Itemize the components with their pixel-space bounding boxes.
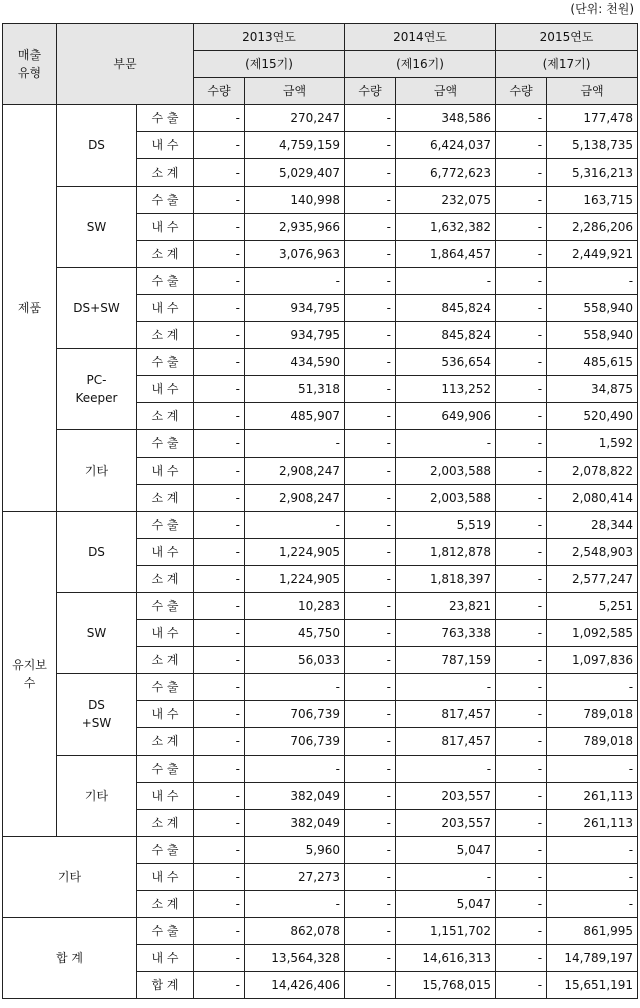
sales-kind-label: 내 수	[137, 213, 194, 240]
sales-kind-label: 소 계	[137, 891, 194, 918]
sales-kind-label: 내 수	[137, 132, 194, 159]
division-header: 부문	[57, 24, 194, 105]
header-row-years	[3, 24, 638, 51]
amount-cell: 5,138,735	[547, 132, 638, 159]
amount-cell: 2,286,206	[547, 213, 638, 240]
amount-cell: 2,548,903	[547, 538, 638, 565]
amount-cell: 787,159	[396, 647, 496, 674]
qty-cell: -	[345, 620, 396, 647]
sales-kind-label: 소 계	[137, 322, 194, 349]
amount-cell: 34,875	[547, 376, 638, 403]
amount-cell: 558,940	[547, 322, 638, 349]
qty-cell: -	[496, 782, 547, 809]
qty-cell: -	[194, 240, 245, 267]
amount-cell: 382,049	[245, 782, 345, 809]
amount-cell: 5,316,213	[547, 159, 638, 186]
amount-cell: 934,795	[245, 294, 345, 321]
amount-cell: 203,557	[396, 782, 496, 809]
qty-cell: -	[496, 213, 547, 240]
qty-cell: -	[496, 105, 547, 132]
qty-cell: -	[345, 809, 396, 836]
amount-cell: 6,424,037	[396, 132, 496, 159]
qty-cell: -	[194, 945, 245, 972]
category-label: 합 계	[3, 918, 137, 999]
qty-cell: -	[496, 565, 547, 592]
amount-cell: 1,224,905	[245, 565, 345, 592]
qty-cell: -	[496, 755, 547, 782]
amount-cell: 845,824	[396, 294, 496, 321]
table-row	[3, 105, 638, 132]
amount-cell: 1,592	[547, 430, 638, 457]
sales-kind-label: 소 계	[137, 403, 194, 430]
year-header: 2014연도	[345, 24, 496, 51]
amount-cell: -	[547, 755, 638, 782]
amount-cell: 27,273	[245, 863, 345, 890]
amount-cell: 2,003,588	[396, 457, 496, 484]
qty-cell: -	[345, 565, 396, 592]
qty-cell: -	[194, 105, 245, 132]
amount-cell: 1,632,382	[396, 213, 496, 240]
qty-cell: -	[194, 674, 245, 701]
amount-cell: -	[547, 267, 638, 294]
amount-cell: 113,252	[396, 376, 496, 403]
amount-cell: 14,616,313	[396, 945, 496, 972]
amount-cell: 485,907	[245, 403, 345, 430]
qty-cell: -	[496, 267, 547, 294]
sales-kind-label: 수 출	[137, 105, 194, 132]
amount-cell: 1,818,397	[396, 565, 496, 592]
amount-cell: 520,490	[547, 403, 638, 430]
qty-cell: -	[194, 565, 245, 592]
amount-cell: 28,344	[547, 511, 638, 538]
qty-cell: -	[496, 403, 547, 430]
qty-cell: -	[194, 213, 245, 240]
amount-cell: -	[245, 267, 345, 294]
amount-cell: -	[396, 674, 496, 701]
sales-kind-label: 내 수	[137, 457, 194, 484]
qty-cell: -	[345, 132, 396, 159]
qty-cell: -	[496, 863, 547, 890]
qty-cell: -	[496, 538, 547, 565]
category-label: 유지보 수	[3, 511, 57, 836]
amount-cell: 1,864,457	[396, 240, 496, 267]
amount-cell: 5,047	[396, 891, 496, 918]
amount-cell: 51,318	[245, 376, 345, 403]
qty-cell: -	[496, 592, 547, 619]
amount-cell: -	[245, 430, 345, 457]
division-label: DS	[57, 105, 137, 186]
sales-kind-label: 내 수	[137, 782, 194, 809]
qty-cell: -	[345, 213, 396, 240]
sales-kind-label: 내 수	[137, 945, 194, 972]
amount-cell: 558,940	[547, 294, 638, 321]
division-label: PC- Keeper	[57, 349, 137, 430]
qty-cell: -	[345, 592, 396, 619]
amount-cell: -	[245, 674, 345, 701]
qty-cell: -	[345, 403, 396, 430]
amount-cell: 14,789,197	[547, 945, 638, 972]
qty-cell: -	[496, 701, 547, 728]
amount-cell: 862,078	[245, 918, 345, 945]
qty-cell: -	[194, 836, 245, 863]
qty-cell: -	[194, 647, 245, 674]
qty-cell: -	[496, 891, 547, 918]
amount-cell: 14,426,406	[245, 972, 345, 999]
amount-cell: 2,003,588	[396, 484, 496, 511]
amount-cell: 5,029,407	[245, 159, 345, 186]
amount-cell: 934,795	[245, 322, 345, 349]
amount-cell: 789,018	[547, 701, 638, 728]
qty-cell: -	[194, 267, 245, 294]
qty-cell: -	[496, 322, 547, 349]
amount-cell: 2,935,966	[245, 213, 345, 240]
qty-cell: -	[345, 782, 396, 809]
qty-cell: -	[345, 918, 396, 945]
table-row	[3, 349, 638, 376]
sales-kind-label: 수 출	[137, 755, 194, 782]
qty-cell: -	[496, 674, 547, 701]
qty-cell: -	[194, 403, 245, 430]
table-row	[3, 511, 638, 538]
qty-cell: -	[496, 945, 547, 972]
sales-type-header: 매출 유형	[3, 24, 57, 105]
sales-kind-label: 수 출	[137, 918, 194, 945]
qty-cell: -	[194, 457, 245, 484]
amount-cell: 706,739	[245, 728, 345, 755]
amount-cell: 5,251	[547, 592, 638, 619]
qty-cell: -	[496, 430, 547, 457]
amount-header: 금액	[245, 78, 345, 105]
amount-cell: 1,151,702	[396, 918, 496, 945]
sales-kind-label: 수 출	[137, 267, 194, 294]
table-row	[3, 918, 638, 945]
amount-cell: 4,759,159	[245, 132, 345, 159]
qty-cell: -	[194, 592, 245, 619]
sales-kind-label: 합 계	[137, 972, 194, 999]
table-row	[3, 836, 638, 863]
sales-kind-label: 수 출	[137, 349, 194, 376]
qty-cell: -	[345, 484, 396, 511]
qty-cell: -	[345, 836, 396, 863]
amount-cell: 1,224,905	[245, 538, 345, 565]
qty-cell: -	[496, 728, 547, 755]
sales-kind-label: 수 출	[137, 592, 194, 619]
qty-cell: -	[194, 132, 245, 159]
qty-cell: -	[194, 863, 245, 890]
division-label: 기타	[57, 755, 137, 836]
period-header: (제15기)	[194, 51, 345, 78]
amount-cell: 5,047	[396, 836, 496, 863]
amount-cell: -	[396, 430, 496, 457]
amount-cell: -	[245, 891, 345, 918]
qty-cell: -	[194, 701, 245, 728]
qty-cell: -	[345, 159, 396, 186]
sales-kind-label: 내 수	[137, 376, 194, 403]
qty-cell: -	[194, 159, 245, 186]
amount-cell: -	[245, 755, 345, 782]
qty-cell: -	[194, 728, 245, 755]
amount-cell: 2,449,921	[547, 240, 638, 267]
sales-kind-label: 소 계	[137, 809, 194, 836]
sales-kind-label: 내 수	[137, 863, 194, 890]
amount-cell: 177,478	[547, 105, 638, 132]
qty-cell: -	[345, 863, 396, 890]
amount-cell: 2,080,414	[547, 484, 638, 511]
amount-cell: 817,457	[396, 701, 496, 728]
amount-cell: 706,739	[245, 701, 345, 728]
amount-cell: 15,651,191	[547, 972, 638, 999]
amount-cell: -	[547, 891, 638, 918]
qty-cell: -	[345, 647, 396, 674]
table-row	[3, 267, 638, 294]
amount-cell: 23,821	[396, 592, 496, 619]
amount-cell: 348,586	[396, 105, 496, 132]
qty-cell: -	[345, 186, 396, 213]
qty-cell: -	[194, 538, 245, 565]
qty-cell: -	[194, 294, 245, 321]
qty-cell: -	[194, 186, 245, 213]
qty-cell: -	[194, 620, 245, 647]
qty-cell: -	[194, 349, 245, 376]
qty-cell: -	[194, 430, 245, 457]
amount-cell: 382,049	[245, 809, 345, 836]
sales-table	[2, 23, 638, 999]
amount-cell: -	[547, 863, 638, 890]
amount-cell: 15,768,015	[396, 972, 496, 999]
table-row	[3, 674, 638, 701]
qty-cell: -	[194, 918, 245, 945]
qty-cell: -	[496, 647, 547, 674]
qty-cell: -	[496, 376, 547, 403]
amount-cell: -	[547, 674, 638, 701]
qty-cell: -	[345, 322, 396, 349]
period-header: (제17기)	[496, 51, 638, 78]
qty-cell: -	[496, 240, 547, 267]
sales-kind-label: 소 계	[137, 728, 194, 755]
qty-cell: -	[194, 809, 245, 836]
year-header: 2015연도	[496, 24, 638, 51]
amount-cell: 649,906	[396, 403, 496, 430]
amount-cell: 536,654	[396, 349, 496, 376]
qty-cell: -	[496, 159, 547, 186]
amount-cell: 13,564,328	[245, 945, 345, 972]
year-header: 2013연도	[194, 24, 345, 51]
sales-kind-label: 내 수	[137, 701, 194, 728]
qty-cell: -	[496, 511, 547, 538]
qty-cell: -	[345, 240, 396, 267]
amount-cell: -	[245, 511, 345, 538]
table-row	[3, 430, 638, 457]
amount-cell: 763,338	[396, 620, 496, 647]
qty-cell: -	[496, 836, 547, 863]
amount-cell: 3,076,963	[245, 240, 345, 267]
amount-cell: -	[396, 267, 496, 294]
qty-cell: -	[194, 782, 245, 809]
qty-cell: -	[496, 132, 547, 159]
amount-cell: -	[396, 755, 496, 782]
qty-cell: -	[194, 484, 245, 511]
sales-kind-label: 수 출	[137, 186, 194, 213]
amount-cell: 5,519	[396, 511, 496, 538]
qty-cell: -	[496, 620, 547, 647]
qty-cell: -	[345, 267, 396, 294]
amount-cell: 861,995	[547, 918, 638, 945]
amount-cell: 5,960	[245, 836, 345, 863]
table-row	[3, 755, 638, 782]
qty-cell: -	[345, 728, 396, 755]
qty-cell: -	[496, 457, 547, 484]
qty-cell: -	[496, 918, 547, 945]
amount-cell: 1,092,585	[547, 620, 638, 647]
amount-cell: 232,075	[396, 186, 496, 213]
amount-cell: 45,750	[245, 620, 345, 647]
qty-cell: -	[345, 891, 396, 918]
division-label: DS+SW	[57, 267, 137, 348]
amount-cell: 270,247	[245, 105, 345, 132]
sales-kind-label: 내 수	[137, 294, 194, 321]
amount-cell: 789,018	[547, 728, 638, 755]
sales-kind-label: 소 계	[137, 565, 194, 592]
qty-cell: -	[496, 484, 547, 511]
qty-cell: -	[345, 538, 396, 565]
sales-kind-label: 수 출	[137, 430, 194, 457]
amount-cell: 1,812,878	[396, 538, 496, 565]
amount-header: 금액	[547, 78, 638, 105]
qty-cell: -	[496, 349, 547, 376]
qty-cell: -	[345, 972, 396, 999]
amount-cell: 845,824	[396, 322, 496, 349]
category-label: 제품	[3, 105, 57, 511]
qty-cell: -	[496, 186, 547, 213]
period-header: (제16기)	[345, 51, 496, 78]
qty-cell: -	[194, 755, 245, 782]
qty-header: 수량	[194, 78, 245, 105]
sales-kind-label: 내 수	[137, 620, 194, 647]
qty-cell: -	[194, 322, 245, 349]
sales-kind-label: 소 계	[137, 484, 194, 511]
amount-cell: 163,715	[547, 186, 638, 213]
amount-cell: 2,908,247	[245, 457, 345, 484]
division-label: 기타	[57, 430, 137, 511]
qty-cell: -	[345, 701, 396, 728]
division-label: DS +SW	[57, 674, 137, 755]
qty-cell: -	[194, 511, 245, 538]
division-label: DS	[57, 511, 137, 592]
qty-cell: -	[194, 376, 245, 403]
amount-cell: 261,113	[547, 782, 638, 809]
amount-cell: 2,078,822	[547, 457, 638, 484]
sales-kind-label: 소 계	[137, 647, 194, 674]
qty-cell: -	[345, 755, 396, 782]
amount-cell: 6,772,623	[396, 159, 496, 186]
qty-cell: -	[345, 430, 396, 457]
amount-cell: 140,998	[245, 186, 345, 213]
amount-cell: -	[547, 836, 638, 863]
qty-cell: -	[345, 945, 396, 972]
sales-kind-label: 소 계	[137, 240, 194, 267]
qty-cell: -	[345, 376, 396, 403]
qty-cell: -	[194, 891, 245, 918]
qty-cell: -	[496, 809, 547, 836]
amount-cell: 1,097,836	[547, 647, 638, 674]
amount-cell: 261,113	[547, 809, 638, 836]
qty-cell: -	[345, 674, 396, 701]
qty-cell: -	[194, 972, 245, 999]
unit-label: (단위: 천원)	[570, 2, 634, 16]
amount-header: 금액	[396, 78, 496, 105]
qty-header: 수량	[345, 78, 396, 105]
amount-cell: 434,590	[245, 349, 345, 376]
amount-cell: 485,615	[547, 349, 638, 376]
qty-cell: -	[345, 294, 396, 321]
qty-header: 수량	[496, 78, 547, 105]
sales-kind-label: 수 출	[137, 674, 194, 701]
sales-kind-label: 내 수	[137, 538, 194, 565]
sales-kind-label: 수 출	[137, 511, 194, 538]
division-label: SW	[57, 186, 137, 267]
amount-cell: -	[396, 863, 496, 890]
amount-cell: 817,457	[396, 728, 496, 755]
amount-cell: 2,577,247	[547, 565, 638, 592]
amount-cell: 203,557	[396, 809, 496, 836]
qty-cell: -	[496, 294, 547, 321]
table-row	[3, 186, 638, 213]
division-label: SW	[57, 592, 137, 673]
qty-cell: -	[345, 105, 396, 132]
qty-cell: -	[496, 972, 547, 999]
qty-cell: -	[345, 349, 396, 376]
qty-cell: -	[345, 511, 396, 538]
amount-cell: 2,908,247	[245, 484, 345, 511]
qty-cell: -	[345, 457, 396, 484]
sales-kind-label: 수 출	[137, 836, 194, 863]
amount-cell: 10,283	[245, 592, 345, 619]
sales-kind-label: 소 계	[137, 159, 194, 186]
category-label: 기타	[3, 836, 137, 917]
table-row	[3, 592, 638, 619]
amount-cell: 56,033	[245, 647, 345, 674]
